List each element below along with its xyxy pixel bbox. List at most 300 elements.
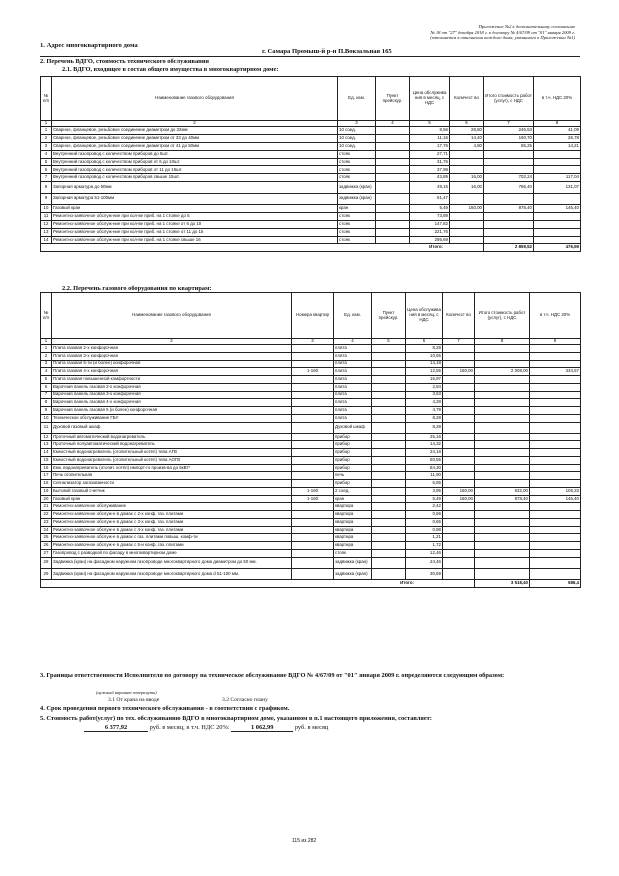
- table2-cell: 14: [41, 449, 52, 457]
- table2-cell: Печь отопительная: [52, 472, 292, 480]
- table2-cell: [443, 549, 475, 557]
- table2-cell: [292, 376, 334, 384]
- table1-cell: стояк: [338, 166, 376, 174]
- table2-cell: Емкостный водонагреватель (отопительный котёл) типа АГВ: [52, 449, 292, 457]
- table2-cell: [372, 568, 406, 579]
- table2-cell: Проточный полуавтоматический водонагреватель: [52, 441, 292, 449]
- table2-cell: 4,28: [406, 399, 443, 407]
- table1-cell: [376, 158, 410, 166]
- table2-cell: [292, 399, 334, 407]
- table2-cell: [530, 557, 581, 568]
- table2-cell: Плита газовая повышенной комфортности: [52, 376, 292, 384]
- section2-2-title: 2.2. Перечень газового оборудования по квартирам:: [62, 285, 212, 292]
- table2-cell: [475, 568, 530, 579]
- table2-cell: [292, 534, 334, 542]
- table1-row: [41, 158, 581, 166]
- table1-cell: [534, 220, 581, 228]
- table2-cell: [475, 345, 530, 353]
- table2-index-cell: 5: [372, 339, 406, 345]
- table2-cell: [372, 526, 406, 534]
- table1-cell: 147,82: [410, 220, 450, 228]
- table2-cell: [530, 391, 581, 399]
- table2-cell: [530, 534, 581, 542]
- table1-total-vat: 476,59: [534, 244, 581, 252]
- table2-row: [41, 495, 581, 503]
- table2-cell: [372, 464, 406, 472]
- table2-cell: 0,56: [406, 511, 443, 519]
- table1-cell: 117,04: [534, 174, 581, 182]
- table1-cell: 878,40: [484, 205, 534, 213]
- table1-cell: стояк: [338, 236, 376, 244]
- table2-cell: [475, 407, 530, 415]
- section2-title: 2. Перечень ВДГО, стоимость технического обслуживания: [40, 58, 210, 65]
- table2-cell: стояк: [334, 549, 372, 557]
- table1-cell: 5: [41, 158, 52, 166]
- table1-cell: Запорная арматура до 50мм: [52, 182, 338, 193]
- table1-cell: [376, 212, 410, 220]
- table1-total-sum: 2 859,52: [484, 244, 534, 252]
- table1-cell: 16,00: [450, 174, 484, 182]
- table2-cell: [292, 422, 334, 433]
- table1-header-row: [41, 77, 581, 121]
- table1-cell: 4: [41, 150, 52, 158]
- table2-cell: [443, 503, 475, 511]
- table1-row: [41, 166, 581, 174]
- table1-cell: [484, 212, 534, 220]
- table2-cell: Ремонтно-заявочное обслуж-е в домах с 4-х конф. газ. плитами: [52, 526, 292, 534]
- table1-row: [41, 205, 581, 213]
- table2-cell: 14,18: [406, 360, 443, 368]
- table2-cell: 160,00: [443, 368, 475, 376]
- table2-cell: Емк. водонагреватель (отопит. котёл) импорт-го произв-ва до 6кВт*: [52, 464, 292, 472]
- table1-cell: стояк: [338, 158, 376, 166]
- table2-cell: Ремонтно-заявочное обслуж-е в домах с 2-х конф. газ. плитами: [52, 511, 292, 519]
- table2-cell: [530, 345, 581, 353]
- table2-cell: 632,00: [475, 487, 530, 495]
- table2-cell: [292, 511, 334, 519]
- table1-cell: 11,16: [410, 134, 450, 142]
- table1-cell: [450, 212, 484, 220]
- section3-option2: 3.2 Согласно плану: [222, 697, 268, 703]
- table2-cell: плита: [334, 399, 372, 407]
- table1-cell: [450, 236, 484, 244]
- table2-cell: 30,69: [406, 568, 443, 579]
- table2-cell: 8: [41, 399, 52, 407]
- table2-cell: [475, 456, 530, 464]
- table2-cell: [475, 383, 530, 391]
- table1-cell: [376, 236, 410, 244]
- table2-cell: [372, 472, 406, 480]
- table2-cell: [530, 360, 581, 368]
- table2-cell: [372, 557, 406, 568]
- table1-cell: 295,69: [410, 236, 450, 244]
- table1-row: [41, 220, 581, 228]
- table2-cell: плита: [334, 414, 372, 422]
- table2-cell: [372, 422, 406, 433]
- table2-header-cell: Ед. изм.: [334, 293, 372, 339]
- table2-cell: 0,65: [406, 518, 443, 526]
- table2-cell: [372, 518, 406, 526]
- table2-cell: [372, 511, 406, 519]
- table1-cell: 14,21: [534, 142, 581, 150]
- table1-cell: 160,70: [484, 134, 534, 142]
- table1-total-row: [41, 244, 581, 252]
- table2-row: [41, 542, 581, 550]
- table2-cell: [372, 449, 406, 457]
- table2-cell: 2,42: [406, 503, 443, 511]
- table2-header-cell: Наименование газового оборудования: [52, 293, 292, 339]
- table2-cell: 1,21: [406, 534, 443, 542]
- table2-row: [41, 391, 581, 399]
- table2-cell: 11: [41, 422, 52, 433]
- table2-header-cell: Итого стоимость работ (услуг), с НДС: [475, 293, 530, 339]
- table1-cell: 702,24: [484, 174, 534, 182]
- table1-cell: 8,56: [410, 127, 450, 135]
- table2-index-cell: 3: [292, 339, 334, 345]
- table2-header-row: [41, 293, 581, 339]
- table2-index-cell: 4: [334, 339, 372, 345]
- table2-cell: [292, 557, 334, 568]
- table2-cell: Плита газовая 3-х конфорочная: [52, 352, 292, 360]
- table2-cell: [475, 433, 530, 441]
- table1-cell: [534, 236, 581, 244]
- table1-cell: 16,00: [450, 182, 484, 193]
- table2-cell: [292, 526, 334, 534]
- table2-row: [41, 518, 581, 526]
- table1-index-cell: 7: [484, 121, 534, 127]
- table1-cell: 28,80: [450, 127, 484, 135]
- table1-row: [41, 174, 581, 182]
- table2-cell: 160,00: [443, 487, 475, 495]
- table2-cell: [292, 352, 334, 360]
- table2-row: [41, 549, 581, 557]
- table2-cell: [443, 526, 475, 534]
- table2-header-cell: № п/п: [41, 293, 52, 339]
- table2-cell: прибор: [334, 449, 372, 457]
- table1-cell: задвижка (кран): [338, 193, 376, 204]
- table2-cell: Ремонтно-заявочное обслуж-е в домах с газ. плитами повыш. комф-ти: [52, 534, 292, 542]
- table2-cell: [292, 433, 334, 441]
- table2-cell: [372, 549, 406, 557]
- table2-cell: [443, 518, 475, 526]
- table2-cell: [530, 449, 581, 457]
- section3-option1: 3.1 От крана на вводе: [108, 697, 160, 703]
- table1-cell: [450, 220, 484, 228]
- section1-label: 1. Адрес многоквартирного дома: [40, 42, 138, 49]
- table1-cell: [376, 134, 410, 142]
- apartment-equipment-table: [40, 292, 581, 588]
- table2-cell: Варочная панель газовая 5 (и более) конфорочная: [52, 407, 292, 415]
- table2-cell: 878,40: [475, 495, 530, 503]
- appendix-line-3: (заполняется в отношении каждого дома, указанного в Приложении №1): [430, 35, 575, 41]
- table2-cell: [530, 407, 581, 415]
- table1-cell: [534, 212, 581, 220]
- table2-row: [41, 464, 581, 472]
- table1-cell: 43,89: [410, 174, 450, 182]
- table2-cell: Техническое обслуживание ГБУ: [52, 414, 292, 422]
- table1-cell: 49,15: [410, 182, 450, 193]
- table2-header-cell: Количест во: [443, 293, 475, 339]
- table2-cell: Ремонтно-заявочное обслуж-е в домах с 3-х конф. газ. плитами: [52, 518, 292, 526]
- table2-cell: [292, 472, 334, 480]
- table2-cell: [475, 422, 530, 433]
- table2-cell: прибор: [334, 433, 372, 441]
- table2-cell: [530, 526, 581, 534]
- table2-cell: [443, 352, 475, 360]
- table2-row: [41, 399, 581, 407]
- table1-cell: [534, 166, 581, 174]
- table2-cell: [292, 549, 334, 557]
- table2-cell: [372, 503, 406, 511]
- table2-cell: [443, 568, 475, 579]
- table2-cell: Задвижка (кран) на фасадном наружном газопроводе многоквартирного дома d 51-100 мм.: [52, 568, 292, 579]
- table2-cell: [443, 511, 475, 519]
- table2-cell: 13: [41, 441, 52, 449]
- table1-cell: [450, 150, 484, 158]
- table1-cell: 131,07: [534, 182, 581, 193]
- table2-cell: [530, 383, 581, 391]
- table2-cell: Варочная панель газовая 2-х конфорочная: [52, 383, 292, 391]
- table2-cell: 4,79: [406, 407, 443, 415]
- table2-row: [41, 449, 581, 457]
- table2-cell: [475, 414, 530, 422]
- table2-cell: 18: [41, 480, 52, 488]
- table2-index-cell: 9: [530, 339, 581, 345]
- table1-cell: Ремонтно-заявочное обслуж-ние при кол-ве приб. на 1 стояке от 6 до 10: [52, 220, 338, 228]
- table2-total-row: [41, 580, 581, 588]
- table2-cell: 5: [41, 376, 52, 384]
- table1-cell: задвижка (кран): [338, 182, 376, 193]
- table2-cell: 1-160: [292, 487, 334, 495]
- table1-cell: 10 соед.: [338, 127, 376, 135]
- table2-cell: [530, 414, 581, 422]
- table2-index-cell: 8: [475, 339, 530, 345]
- table2-cell: Сигнализатор загазованности: [52, 480, 292, 488]
- table2-cell: Газопровод с разводкой по фасаду в многоквартирном доме: [52, 549, 292, 557]
- table1-cell: 2: [41, 134, 52, 142]
- table2-cell: [475, 360, 530, 368]
- table1-cell: 37,99: [410, 166, 450, 174]
- table1-cell: 6: [41, 166, 52, 174]
- table1-cell: 85,25: [484, 142, 534, 150]
- table2-row: [41, 472, 581, 480]
- table2-cell: [530, 352, 581, 360]
- table2-cell: [475, 534, 530, 542]
- table2-cell: [443, 360, 475, 368]
- table2-cell: 25,16: [406, 433, 443, 441]
- table2-cell: 105,33: [530, 487, 581, 495]
- table2-cell: 28: [41, 557, 52, 568]
- table1-cell: 14,40: [450, 134, 484, 142]
- table2-cell: [443, 422, 475, 433]
- table2-cell: Плита газовая 2-х конфорочная: [52, 345, 292, 353]
- table2-cell: [475, 526, 530, 534]
- table2-row: [41, 352, 581, 360]
- table2-cell: [372, 391, 406, 399]
- table2-cell: [530, 503, 581, 511]
- table1-cell: 10 соед.: [338, 142, 376, 150]
- table2-cell: [292, 391, 334, 399]
- table1-index-cell: 2: [52, 121, 338, 127]
- table2-cell: 1,72: [406, 542, 443, 550]
- table1-cell: [376, 174, 410, 182]
- table1-cell: 13: [41, 228, 52, 236]
- table2-cell: квартира: [334, 503, 372, 511]
- table2-cell: 334,67: [530, 368, 581, 376]
- table2-cell: [292, 449, 334, 457]
- table2-cell: плита: [334, 407, 372, 415]
- table1-cell: Ремонтно-заявочное обслуж-ние при кол-ве приб. на 1 стояке до 5: [52, 212, 338, 220]
- table1-index-cell: 4: [376, 121, 410, 127]
- table2-cell: Ремонтно-заявочное обслуж-е в домах с 5-и конф. газ. плитами: [52, 542, 292, 550]
- table2-header-cell: в т.ч. НДС 20%: [530, 293, 581, 339]
- section5-amount-suffix: руб. в месяц, в т.ч. НДС 20%:: [149, 724, 230, 731]
- table2-cell: 12,55: [406, 368, 443, 376]
- table1-row: [41, 212, 581, 220]
- table1-cell: 9: [41, 193, 52, 204]
- table2-cell: [530, 441, 581, 449]
- table2-cell: [443, 376, 475, 384]
- table2-row: [41, 441, 581, 449]
- table1-cell: Сварное, фланцевое, резьбовое соединение диаметром от 41 до 50мм: [52, 142, 338, 150]
- table1-cell: [484, 158, 534, 166]
- table2-cell: 2 соед.: [334, 487, 372, 495]
- table1-cell: [450, 228, 484, 236]
- table2-cell: плита: [334, 368, 372, 376]
- table1-cell: 786,40: [484, 182, 534, 193]
- table1-cell: 41,09: [534, 127, 581, 135]
- table2-cell: [443, 449, 475, 457]
- table2-cell: 24: [41, 526, 52, 534]
- table1-row: [41, 142, 581, 150]
- table2-total-label: Итого:: [41, 580, 475, 588]
- table2-cell: [530, 399, 581, 407]
- table2-row: [41, 511, 581, 519]
- table2-row: [41, 368, 581, 376]
- table1-cell: [534, 193, 581, 204]
- table2-cell: квартира: [334, 511, 372, 519]
- table2-cell: Варочная панель газовая 3-х конфорочная: [52, 391, 292, 399]
- table2-cell: 1: [41, 345, 52, 353]
- table1-row: [41, 193, 581, 204]
- table2-header-cell: Пункт прейскур.: [372, 293, 406, 339]
- table2-row: [41, 433, 581, 441]
- table2-cell: 4: [41, 368, 52, 376]
- table2-cell: 2: [41, 352, 52, 360]
- table2-cell: 2 008,00: [475, 368, 530, 376]
- table2-cell: 22: [41, 511, 52, 519]
- table1-cell: 221,76: [410, 228, 450, 236]
- table2-cell: плита: [334, 345, 372, 353]
- table1-cell: 1: [41, 127, 52, 135]
- table2-cell: [372, 376, 406, 384]
- table1-cell: 31,76: [410, 158, 450, 166]
- table1-cell: 246,53: [484, 127, 534, 135]
- table1-cell: Запорная арматура 51-100мм: [52, 193, 338, 204]
- table2-cell: [530, 422, 581, 433]
- table2-cell: [443, 456, 475, 464]
- table1-cell: [376, 127, 410, 135]
- table1-cell: [376, 142, 410, 150]
- table2-cell: [292, 480, 334, 488]
- table2-cell: 16,97: [406, 376, 443, 384]
- table1-cell: [376, 220, 410, 228]
- table1-cell: 5,49: [410, 205, 450, 213]
- section5-amount-line: [84, 724, 328, 732]
- table1-cell: [376, 205, 410, 213]
- table2-cell: плита: [334, 391, 372, 399]
- table2-cell: 50,55: [406, 456, 443, 464]
- table2-index-cell: 7: [443, 339, 475, 345]
- table2-cell: [475, 480, 530, 488]
- table1-cell: стояк: [338, 228, 376, 236]
- table2-cell: квартира: [334, 518, 372, 526]
- table1-row: [41, 182, 581, 193]
- table2-cell: 14,32: [406, 441, 443, 449]
- table2-header-cell: Номера квартир: [292, 293, 334, 339]
- table1-cell: [376, 166, 410, 174]
- table1-header-cell: Пункт прейскур.: [376, 77, 410, 121]
- table2-cell: Бытовой газовый счетчик: [52, 487, 292, 495]
- table1-cell: 14: [41, 236, 52, 244]
- table1-index-cell: 5: [410, 121, 450, 127]
- table2-cell: [292, 441, 334, 449]
- table2-cell: [292, 360, 334, 368]
- table1-header-cell: № п/п: [41, 77, 52, 121]
- table2-cell: печь: [334, 472, 372, 480]
- table1-cell: 73,89: [410, 212, 450, 220]
- table1-cell: Внутренний газопровод с количеством приборов от 11 до 15шт.: [52, 166, 338, 174]
- table2-cell: Духовой газовый шкаф: [52, 422, 292, 433]
- table2-cell: Задвижка (кран) на фасадном наружном газопроводе многоквартирного дома диаметром до 50 мм.: [52, 557, 292, 568]
- table2-cell: 6,85: [406, 480, 443, 488]
- table2-cell: [475, 441, 530, 449]
- table2-cell: 24,18: [406, 449, 443, 457]
- table1-cell: Внутренний газопровод с количеством приборов свыше 15шт.: [52, 174, 338, 182]
- table1-cell: Внутренний газопровод с количеством приборов от 6 до 10шт.: [52, 158, 338, 166]
- table2-cell: 1-160: [292, 495, 334, 503]
- table2-cell: [443, 414, 475, 422]
- section5-vat-suffix: руб. в месяц: [294, 724, 329, 731]
- section4-text: 4. Срок проведения первого технического обслуживания - в соответствии с графиком.: [40, 705, 290, 712]
- table2-cell: 12: [41, 433, 52, 441]
- table2-row: [41, 534, 581, 542]
- common-property-table: [40, 76, 581, 252]
- table1-cell: Ремонтно-заявочное обслуж-ние при кол-ве приб. на 1 стояке от 11 до 15: [52, 228, 338, 236]
- table2-cell: [443, 557, 475, 568]
- table2-cell: 6: [41, 383, 52, 391]
- table1-row: [41, 134, 581, 142]
- table2-row: [41, 568, 581, 579]
- table2-cell: [475, 399, 530, 407]
- table2-row: [41, 376, 581, 384]
- appendix-line-1: Приложение №2 к дополнительному соглашению: [478, 24, 575, 29]
- table1-cell: [484, 220, 534, 228]
- table2-cell: [443, 472, 475, 480]
- table2-cell: 8,28: [406, 345, 443, 353]
- table2-cell: [372, 414, 406, 422]
- table2-row: [41, 345, 581, 353]
- table2-cell: [292, 464, 334, 472]
- table1-cell: 7: [41, 174, 52, 182]
- table2-row: [41, 414, 581, 422]
- table2-cell: Ремонтно-заявочное обслуживание: [52, 503, 292, 511]
- table1-cell: 61,47: [410, 193, 450, 204]
- table1-cell: 12: [41, 220, 52, 228]
- table1-cell: 146,40: [534, 205, 581, 213]
- table1-cell: 26,78: [534, 134, 581, 142]
- table2-cell: [530, 433, 581, 441]
